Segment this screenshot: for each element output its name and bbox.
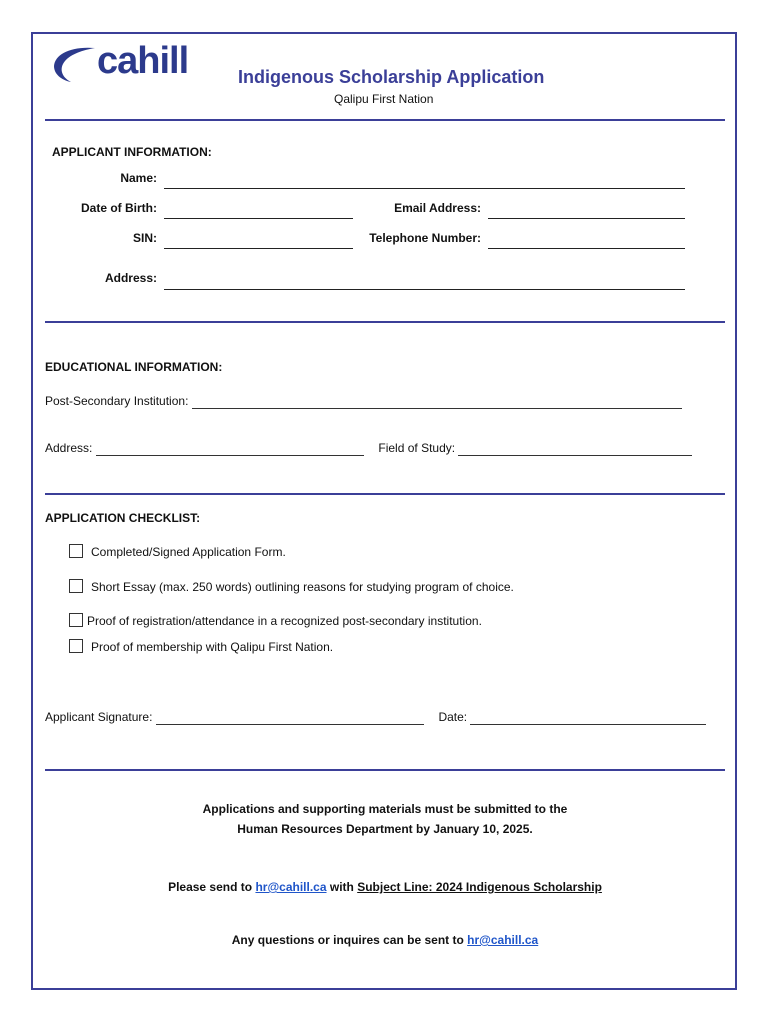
edu-address-field[interactable] [96, 441, 364, 456]
address-field[interactable] [164, 289, 685, 290]
deadline-line-2: Human Resources Department by January 10, 2025. [237, 822, 533, 836]
dob-label: Date of Birth: [81, 201, 157, 215]
page-title: Indigenous Scholarship Application [238, 67, 545, 87]
sin-field[interactable] [164, 248, 353, 249]
questions-prefix: Any questions or inquires can be sent to [231, 933, 464, 947]
date-label: Date: [438, 710, 468, 724]
signature-label: Applicant Signature: [45, 710, 153, 724]
phone-field[interactable] [488, 248, 685, 249]
email-label: Email Address: [394, 201, 481, 215]
dob-field[interactable] [164, 218, 353, 219]
questions-line [45, 933, 725, 947]
address-label: Address: [104, 271, 157, 285]
checklist-item-3: Proof of registration/attendance in a recognized post-secondary institution. [87, 614, 482, 628]
divider [45, 769, 725, 771]
edu-address-label: Address: [45, 441, 93, 455]
edu-address-row [45, 441, 692, 456]
checklist-item-1: Completed/Signed Application Form. [91, 545, 286, 559]
name-label: Name: [120, 171, 157, 185]
page-subtitle: Qalipu First Nation [334, 92, 434, 106]
divider [45, 119, 725, 121]
swoosh-icon [51, 44, 97, 84]
field-of-study-label: Field of Study: [378, 441, 456, 455]
applicant-heading: APPLICANT INFORMATION: [52, 145, 212, 159]
cahill-logo [51, 40, 211, 88]
checklist-item-2: Short Essay (max. 250 words) outlining reasons for studying program of choice. [91, 580, 514, 594]
send-prefix: Please send to [168, 880, 253, 894]
questions-email-link[interactable]: hr@cahill.ca [467, 933, 539, 947]
send-instructions [45, 880, 725, 894]
email-field[interactable] [488, 218, 685, 219]
divider [45, 321, 725, 323]
sin-label: SIN: [133, 231, 157, 245]
checklist-item-4: Proof of membership with Qalipu First Nation. [91, 640, 334, 654]
checklist-checkbox-1[interactable] [69, 544, 83, 558]
checklist-heading: APPLICATION CHECKLIST: [45, 511, 201, 525]
logo-wordmark: cahill [97, 40, 189, 82]
send-subject: Subject Line: 2024 Indigenous Scholarship [357, 880, 602, 894]
checklist-checkbox-3[interactable] [69, 613, 83, 627]
name-field[interactable] [164, 188, 685, 189]
education-heading: EDUCATIONAL INFORMATION: [45, 360, 223, 374]
signature-field[interactable] [156, 710, 424, 725]
checklist-checkbox-2[interactable] [69, 579, 83, 593]
signature-row [45, 710, 706, 725]
institution-row [45, 394, 682, 409]
send-email-link[interactable]: hr@cahill.ca [255, 880, 327, 894]
institution-field[interactable] [192, 394, 682, 409]
divider [45, 493, 725, 495]
checklist-checkbox-4[interactable] [69, 639, 83, 653]
date-field[interactable] [470, 710, 706, 725]
send-middle: with [329, 880, 354, 894]
phone-label: Telephone Number: [369, 231, 481, 245]
deadline-line-1: Applications and supporting materials must be submitted to the [202, 802, 568, 816]
field-of-study-field[interactable] [458, 441, 692, 456]
institution-label: Post-Secondary Institution: [45, 394, 189, 408]
